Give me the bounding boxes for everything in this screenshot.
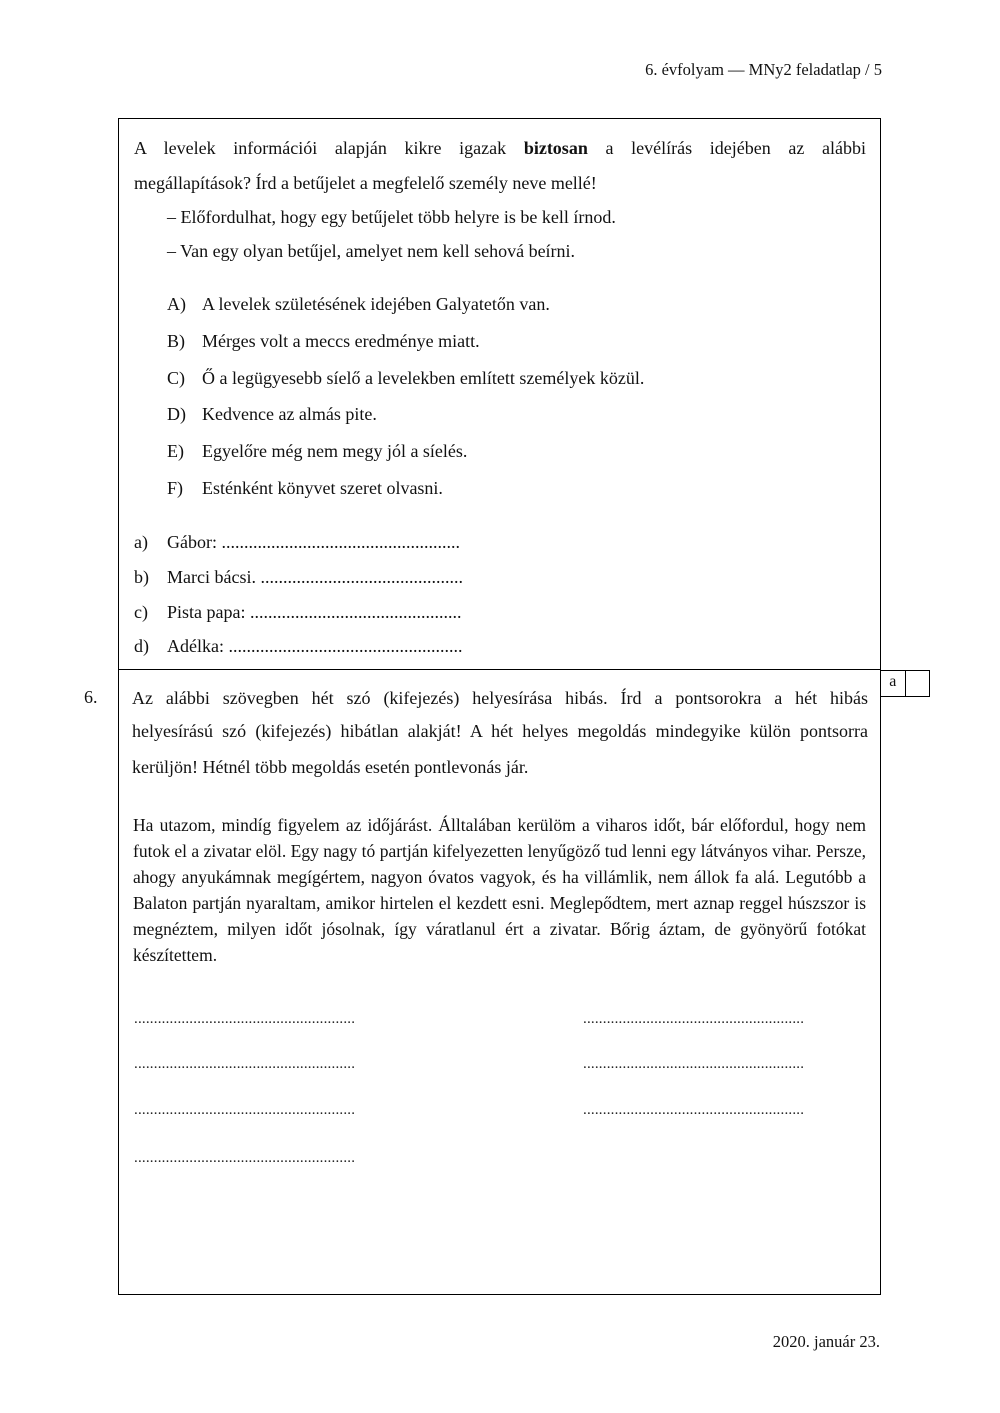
option-letter: C) (167, 368, 185, 388)
option-a (167, 294, 550, 315)
task5-instruction-line1 (134, 131, 866, 165)
answer-line-2[interactable]: ........................................................ (583, 1011, 805, 1027)
task5-instr-post: a levélírás idejében az alábbi (605, 138, 866, 158)
task6-instruction-2: helyesírású szó (kifejezés) hibátlan alakját! A hét helyes megoldás mindegyike külön pontsorra (132, 721, 868, 741)
option-text: Ő a legügyesebb síelő a levelekben említett személyek közül. (202, 368, 645, 388)
answer-marci[interactable] (134, 567, 463, 588)
task6-number: 6. (84, 687, 98, 707)
score-label: a (889, 673, 897, 690)
option-letter: E) (167, 441, 184, 461)
answer-line-3[interactable]: ........................................................ (134, 1056, 356, 1072)
option-text: A levelek születésének idejében Galyatetőn van. (202, 294, 550, 314)
answer-adelka[interactable] (134, 636, 462, 657)
person-answer-line[interactable]: Pista papa: ............................................... (167, 602, 462, 622)
task5-instr-bold: biztosan (523, 138, 588, 158)
page-footer: 2020. január 23. (772, 1332, 880, 1351)
option-letter: B) (167, 331, 185, 351)
person-answer-line[interactable]: Marci bácsi. ............................................. (167, 567, 463, 587)
answer-line-6[interactable]: ........................................................ (583, 1102, 805, 1118)
option-letter: A) (167, 294, 186, 314)
option-text: Egyelőre még nem megy jól a síelés. (202, 441, 468, 461)
task5-note-2: – Van egy olyan betűjel, amelyet nem kell sehová beírni. (167, 241, 576, 261)
answer-line-1[interactable]: ........................................................ (134, 1011, 356, 1027)
option-c (167, 368, 644, 389)
page-header: 6. évfolyam — MNy2 feladatlap / 5 (645, 60, 882, 79)
option-letter: D) (167, 404, 186, 424)
answer-line-4[interactable]: ........................................................ (583, 1056, 805, 1072)
person-answer-line[interactable]: Gábor: ..................................................... (167, 532, 460, 552)
task6-instruction-1: Az alábbi szövegben hét szó (kifejezés) helyesírása hibás. Írd a pontsorokra a hét hibás (132, 688, 868, 708)
option-text: Mérges volt a meccs eredménye miatt. (202, 331, 480, 351)
person-answer-line[interactable]: Adélka: .................................................... (167, 636, 463, 656)
score-cell[interactable] (905, 671, 930, 696)
option-d (167, 404, 377, 425)
option-e (167, 441, 467, 462)
option-f (167, 478, 443, 499)
answer-line-5[interactable]: ........................................................ (134, 1102, 356, 1118)
score-box (880, 670, 930, 697)
task6-instruction-3: kerüljön! Hétnél több megoldás esetén pontlevonás jár. (132, 757, 529, 777)
task5-instr-pre: A levelek információi alapján kikre igazak (134, 138, 507, 158)
answer-gabor[interactable] (134, 532, 460, 553)
person-letter: a) (134, 532, 148, 552)
option-letter: F) (167, 478, 184, 498)
option-text: Esténként könyvet szeret olvasni. (202, 478, 443, 498)
task6-paragraph: Ha utazom, mindíg figyelem az időjárást. Álltalában kerülöm a viharos időt, bár előfordul, hogy nem futok el a zivatar elöl. Egy nagy tó partján kifelyezetten lenyűgöző tud lenni egy látványos vihar. Persze, ahogy anyukámnak megígértem, nagyon óvatos vagyok, és ha villámlik, nem állok fa alá. Legutóbb a Balaton partján nyaraltam, amikor hirtelen el kezdett esni. Meglepődtem, mert aznap reggel húszszor is megnéztem, milyen időt jósolnak, így váratlanul ért a zivatar. Bőrig áztam, de gyönyörű fotókat készítettem. (133, 815, 866, 965)
person-letter: d) (134, 636, 149, 656)
person-letter: b) (134, 567, 149, 587)
answer-line-7[interactable]: ........................................................ (134, 1150, 356, 1166)
option-text: Kedvence az almás pite. (202, 404, 377, 424)
task5-instruction-line2: megállapítások? Írd a betűjelet a megfelelő személy neve mellé! (134, 173, 597, 193)
option-b (167, 331, 480, 352)
task5-note-1: – Előfordulhat, hogy egy betűjelet több helyre is be kell írnod. (167, 207, 616, 227)
answer-pista[interactable] (134, 602, 462, 623)
person-letter: c) (134, 602, 148, 622)
